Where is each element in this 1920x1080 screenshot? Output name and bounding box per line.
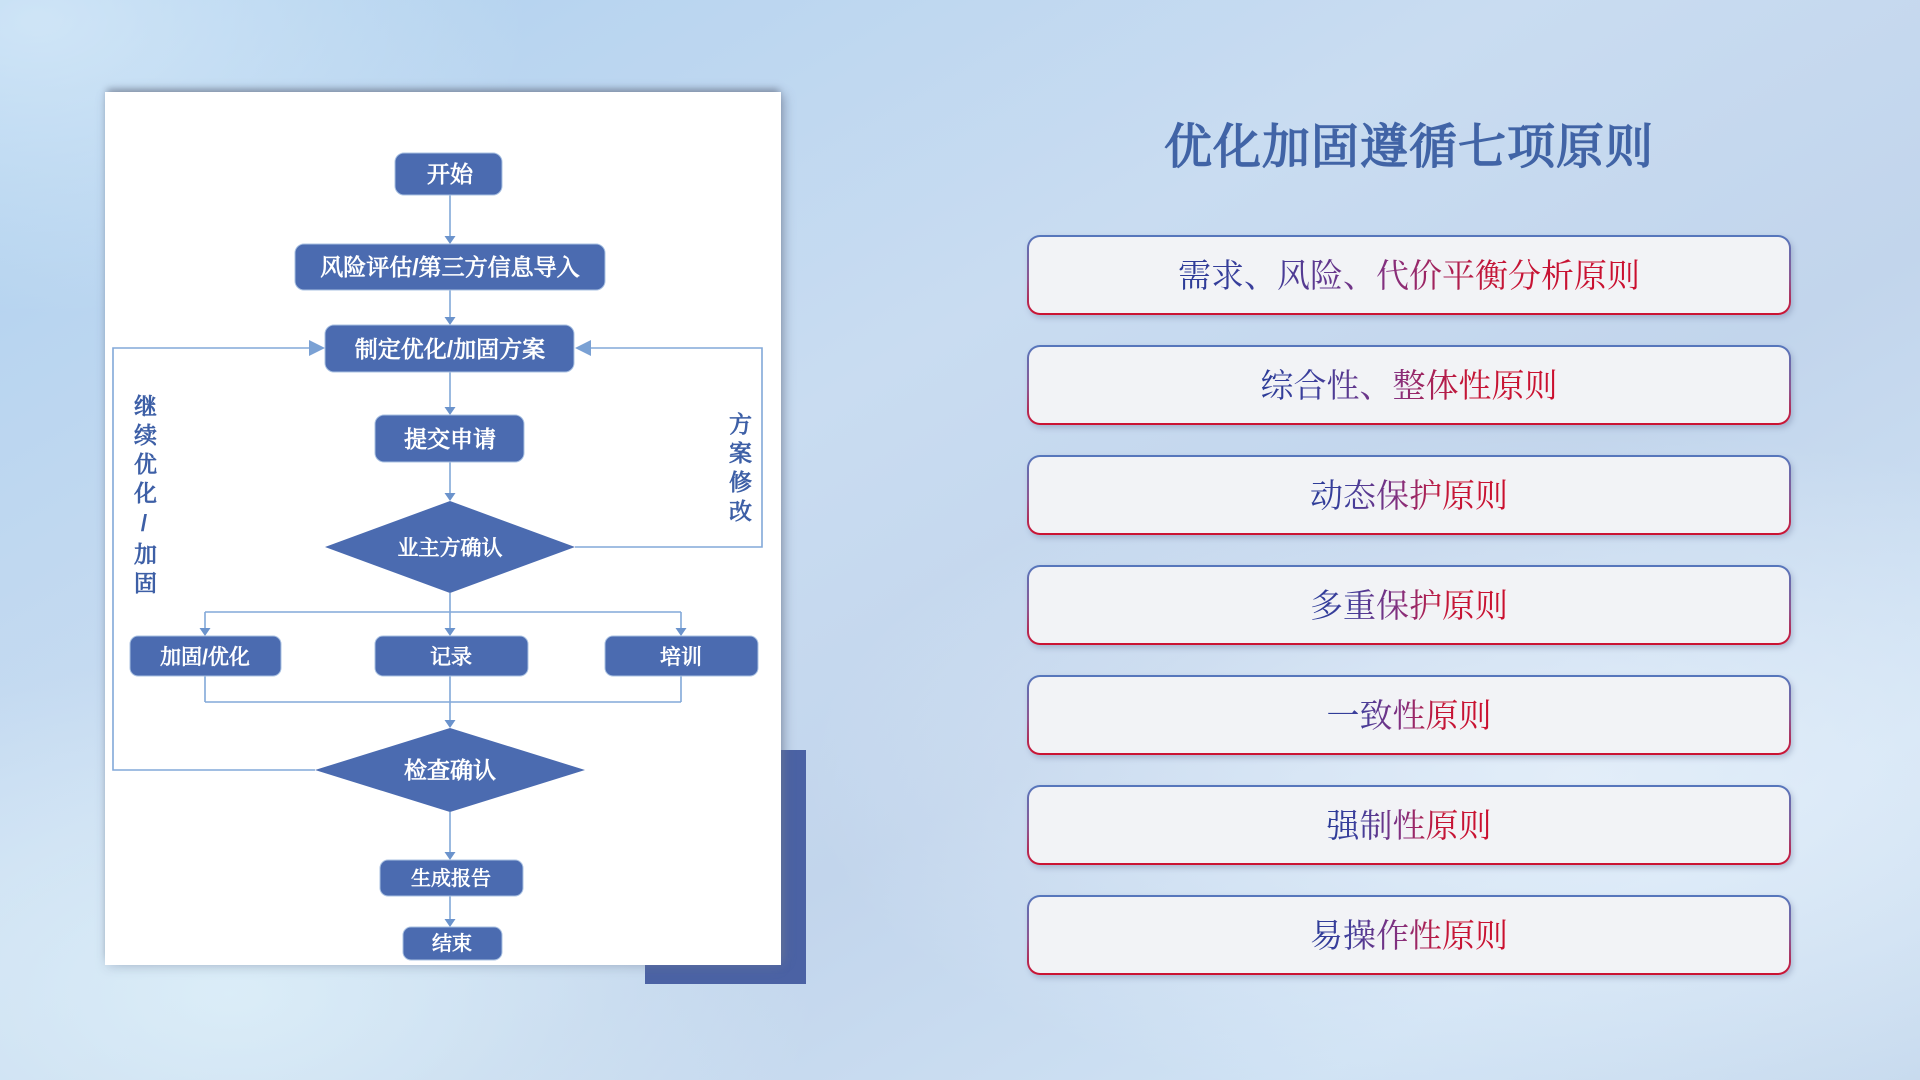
loop-label-plan-revise: 方案修改: [726, 412, 752, 528]
flow-node-risk-import: [295, 244, 605, 290]
flowchart-canvas: [105, 92, 781, 965]
principle-box-3: [1027, 455, 1791, 535]
flow-node-report: [380, 860, 523, 896]
principle-box-2-inner: [1029, 347, 1789, 423]
principle-box-1: [1027, 235, 1791, 315]
flow-node-risk-import-label: 风险评估/第三方信息导入: [320, 254, 580, 280]
flow-node-training-label: 培训: [660, 646, 702, 669]
principle-box-5-inner: [1029, 677, 1789, 753]
flow-node-harden-optimize-label: 加固/优化: [160, 646, 250, 669]
principle-label: 综合性、整体性原则: [1260, 366, 1558, 404]
principle-box-2: [1027, 345, 1791, 425]
flow-node-start: [395, 153, 502, 195]
flow-node-record: [375, 636, 528, 676]
principle-label: 多重保护原则: [1310, 586, 1508, 624]
flow-node-submit-label: 提交申请: [404, 426, 496, 452]
principle-box-5: [1027, 675, 1791, 755]
flow-node-make-plan: [325, 325, 574, 372]
principle-label: 易操作性原则: [1310, 916, 1508, 954]
flowchart-card: [105, 92, 781, 965]
principle-label: 强制性原则: [1326, 806, 1492, 844]
principle-label: 一致性原则: [1326, 696, 1492, 734]
flow-node-check-confirm: [315, 728, 585, 812]
loop-label-continue-optimize: 继续优化/加固: [131, 394, 157, 600]
principle-box-6-inner: [1029, 787, 1789, 863]
flow-node-training: [605, 636, 758, 676]
flow-node-report-label: 生成报告: [411, 868, 491, 890]
principle-box-4: [1027, 565, 1791, 645]
principle-box-6: [1027, 785, 1791, 865]
principle-label: 需求、风险、代价平衡分析原则: [1178, 256, 1640, 294]
flow-node-record-label: 记录: [430, 646, 472, 669]
flow-node-owner-confirm: [325, 501, 575, 593]
principle-label: 动态保护原则: [1310, 476, 1508, 514]
principle-box-4-inner: [1029, 567, 1789, 643]
flow-node-end-label: 结束: [432, 933, 472, 955]
flow-node-end: [403, 927, 502, 960]
principle-box-1-inner: [1029, 237, 1789, 313]
principle-box-3-inner: [1029, 457, 1789, 533]
flow-node-make-plan-label: 制定优化/加固方案: [354, 336, 546, 362]
flow-node-start-label: 开始: [427, 161, 473, 187]
page-title: 优化加固遵循七项原则: [1163, 121, 1654, 174]
flow-node-submit: [375, 415, 524, 462]
flow-node-owner-confirm-label: 业主方确认: [397, 537, 503, 560]
principle-box-7: [1027, 895, 1791, 975]
flow-node-check-confirm-label: 检查确认: [404, 757, 496, 783]
flow-node-harden-optimize: [130, 636, 281, 676]
principle-box-7-inner: [1029, 897, 1789, 973]
